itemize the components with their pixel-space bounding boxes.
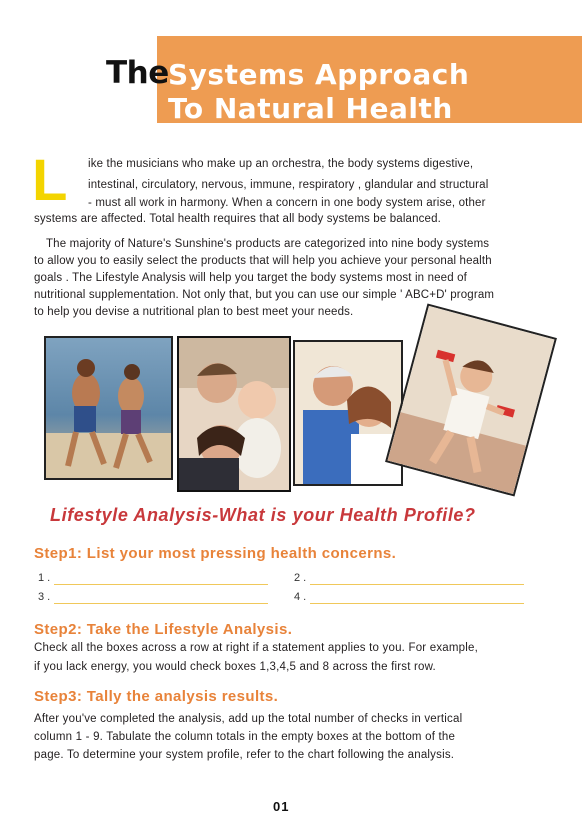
step3-line: page. To determine your system profile, refer to the chart following the analysis. [34,749,455,761]
exercise-photo [385,303,557,496]
concern-2-line[interactable] [310,584,524,585]
runners-photo [44,336,173,480]
body-line: goals . The Lifestyle Analysis will help you target the body systems most in need of [34,272,467,284]
concern-2-label: 2 . [294,572,307,584]
step1-heading: Step1: List your most pressing health concerns. [34,545,397,562]
intro-line: systems are affected. Total health requires that all body systems be balanced. [34,213,441,225]
step3-heading: Step3: Tally the analysis results. [34,688,279,705]
step3-line: column 1 - 9. Tabulate the column totals in the empty boxes at the bottom of the [34,731,456,743]
title-the: The [106,55,169,91]
step3-line: After you've completed the analysis, add up the total number of checks in vertical [34,713,463,725]
title-line-1: Systems Approach [168,58,470,91]
family-photo [177,336,291,492]
step2-line: Check all the boxes across a row at right if a statement applies to you. For example, [34,642,478,654]
concern-4-line[interactable] [310,603,524,604]
body-line: to allow you to easily select the products that will help you achieve your personal health [34,255,492,267]
lifestyle-analysis-subtitle: Lifestyle Analysis-What is your Health Profile? [50,505,476,525]
concern-3-line[interactable] [54,603,268,604]
body-line: nutritional supplementation. Not only that, but you can use our simple ' ABC+D' program [34,289,495,301]
dropcap: L [32,148,68,213]
intro-line: ike the musicians who make up an orchestra, the body systems digestive, [88,158,474,170]
intro-line: intestinal, circulatory, nervous, immune, respiratory , glandular and structural [88,179,489,191]
concern-1-label: 1 . [38,572,51,584]
concern-3-label: 3 . [38,591,51,603]
body-line: The majority of Nature's Sunshine's products are categorized into nine body systems [46,238,490,250]
concern-1-line[interactable] [54,584,268,585]
intro-line: - must all work in harmony. When a concern in one body system arise, other [88,197,486,209]
title-line-2: To Natural Health [168,92,453,125]
concern-4-label: 4 . [294,591,307,603]
body-line: to help you devise a nutritional plan to best meet your needs. [34,306,354,318]
page-number: 01 [273,799,290,814]
step2-heading: Step2: Take the Lifestyle Analysis. [34,621,293,638]
step2-line: if you lack energy, you would check boxes 1,3,4,5 and 8 across the first row. [34,661,436,673]
couple-photo [293,340,403,486]
